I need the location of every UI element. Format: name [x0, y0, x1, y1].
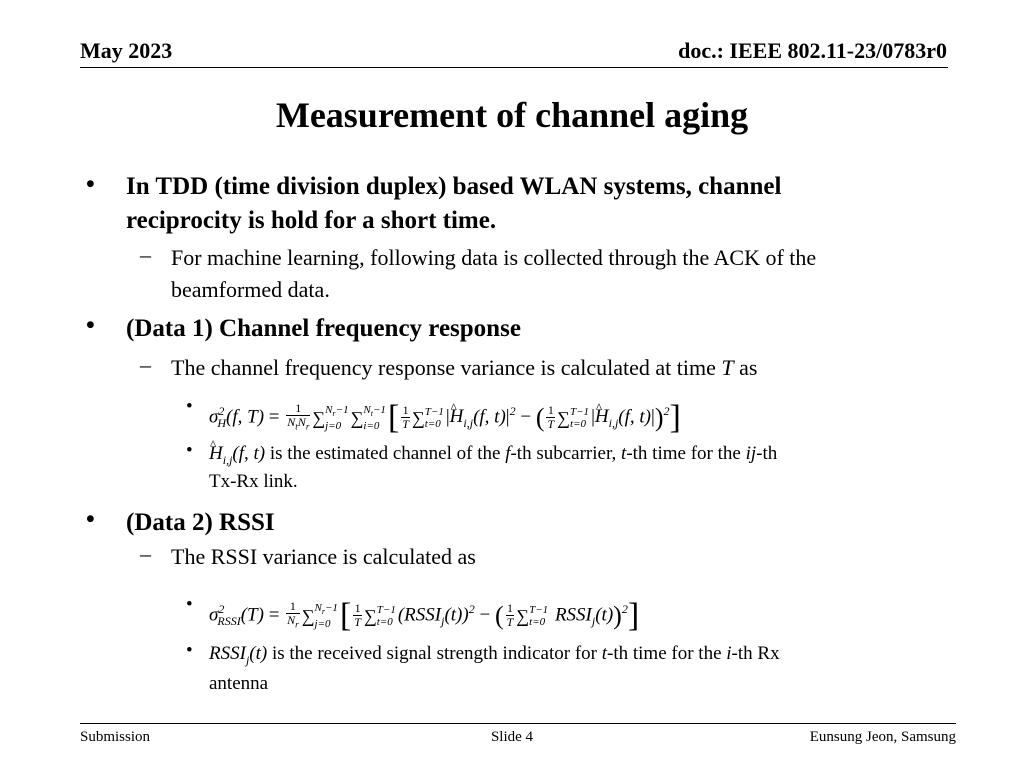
- header-date: May 2023: [80, 38, 173, 63]
- bullet-icon: •: [86, 312, 95, 339]
- dash-icon: –: [140, 352, 151, 377]
- subbullet-text: The RSSI variance is calculated as: [171, 544, 476, 569]
- subbullet-text: The channel frequency response variance is calculated at time T as: [171, 355, 758, 380]
- bullet-icon: •: [186, 396, 193, 417]
- slide-title: Measurement of channel aging: [275, 95, 749, 135]
- bullet-text-line2: reciprocity is hold for a short time.: [126, 207, 497, 234]
- dash-icon: –: [140, 541, 151, 566]
- bullet-text: (Data 1) Channel frequency response: [126, 315, 521, 342]
- footer-slide-number: Slide 4: [490, 729, 534, 745]
- equation: $\sigma^2_{RSSI}(T)$ = $\frac{1}{N_r}$ ∑ $N_r-1$ j=0 [ $\frac{1}{T}$ ∑ T−1 t=0 $(RSSI_j(t))^2$ − ( $\frac{1}{T}$ ∑ T−1 t=0 $RSSI_j(t))^2$]: [209, 596, 640, 634]
- footer-submission: Submission: [80, 729, 151, 745]
- definition-text-line1: $RSSI_j(t)$ is the received signal strength indicator for t-th time for the i-th Rx: [209, 643, 780, 667]
- subbullet-text-line2: beamformed data.: [171, 277, 330, 302]
- subbullet-text-line1: For machine learning, following data is collected through the ACK of the: [171, 245, 817, 270]
- definition-text-line2: antenna: [209, 673, 269, 694]
- header-doc-number: doc.: IEEE 802.11-23/0783r0: [678, 38, 947, 63]
- header-rule: [80, 67, 948, 68]
- bullet-text-line1: In TDD (time division duplex) based WLAN systems, channel: [126, 173, 782, 200]
- bullet-icon: •: [186, 640, 193, 661]
- footer-author: Eunsung Jeon, Samsung: [809, 729, 956, 745]
- footer-rule: [80, 723, 956, 724]
- bullet-icon: •: [86, 171, 95, 198]
- bullet-icon: •: [186, 440, 193, 461]
- bullet-icon: •: [186, 594, 193, 615]
- equation: $\sigma^2_H(f$, T) = $\frac{1}{N_tN_r}$ ∑ $N_r-1$ j=0 ∑ $N_t-1$ i=0 [ $\frac{1}{T}$ ∑ T−1 t=0 |^ $H_{i,j}(f$, $t)|^2$ − ( $\frac{1}{T}$ ∑ T−1 t=0 |^ $H_{i,j}(f$, t)|)$^2$]: [209, 396, 681, 438]
- bullet-icon: •: [86, 506, 95, 533]
- bullet-text: (Data 2) RSSI: [126, 509, 275, 536]
- definition-text-line2: Tx-Rx link.: [209, 471, 298, 492]
- dash-icon: –: [140, 242, 151, 267]
- definition-text-line1: ^ $H_{i,j}(f$, t) is the estimated channel of the f-th subcarrier, t-th time for the ij-th: [209, 440, 777, 474]
